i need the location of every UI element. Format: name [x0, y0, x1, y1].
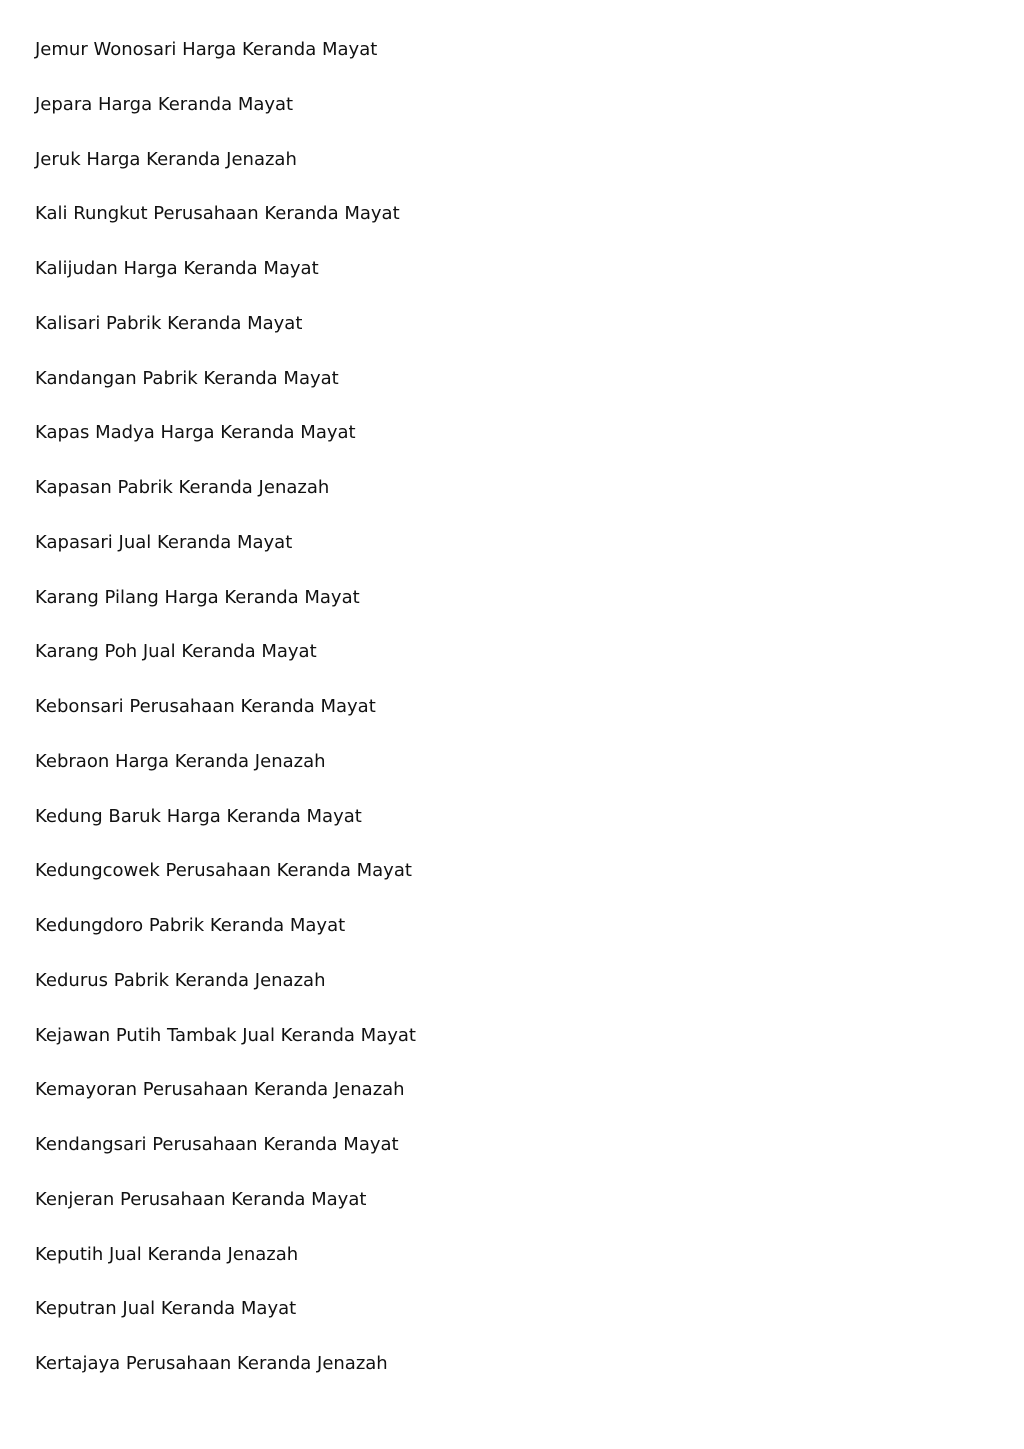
list-item: Kebonsari Perusahaan Keranda Mayat: [35, 696, 376, 717]
list-item: Keputih Jual Keranda Jenazah: [35, 1243, 299, 1265]
list-item: Kedungdoro Pabrik Keranda Mayat: [35, 915, 346, 936]
list-item: Kedurus Pabrik Keranda Jenazah: [35, 969, 326, 991]
list-item: Kapasan Pabrik Keranda Jenazah: [35, 477, 330, 498]
list-item: Kemayoran Perusahaan Keranda Jenazah: [35, 1079, 405, 1101]
list-item: Karang Poh Jual Keranda Mayat: [35, 641, 317, 663]
list-item: Kebraon Harga Keranda Jenazah: [35, 750, 326, 772]
list-item: Kalisari Pabrik Keranda Mayat: [35, 312, 303, 334]
list-item: Kedungcowek Perusahaan Keranda Mayat: [35, 860, 412, 882]
list-item: Kedung Baruk Harga Keranda Mayat: [35, 805, 362, 827]
list-item: Keputran Jual Keranda Mayat: [35, 1298, 297, 1320]
list-item: Jeruk Harga Keranda Jenazah: [35, 148, 297, 170]
list-item: Karang Pilang Harga Keranda Mayat: [35, 586, 360, 608]
list-item: Jemur Wonosari Harga Keranda Mayat: [35, 39, 378, 60]
list-item: Kejawan Putih Tambak Jual Keranda Mayat: [35, 1024, 416, 1046]
list-item: Kapas Madya Harga Keranda Mayat: [35, 422, 356, 444]
list-item: Kertajaya Perusahaan Keranda Jenazah: [35, 1353, 388, 1374]
list-item: Jepara Harga Keranda Mayat: [35, 93, 294, 115]
list-item: Kendangsari Perusahaan Keranda Mayat: [35, 1134, 399, 1155]
document-list: [35, 36, 416, 1405]
list-item: Kandangan Pabrik Keranda Mayat: [35, 367, 339, 389]
list-item: Kapasari Jual Keranda Mayat: [35, 531, 293, 553]
list-item: Kenjeran Perusahaan Keranda Mayat: [35, 1188, 367, 1210]
list-item: Kalijudan Harga Keranda Mayat: [35, 258, 319, 279]
list-item: Kali Rungkut Perusahaan Keranda Mayat: [35, 203, 400, 225]
